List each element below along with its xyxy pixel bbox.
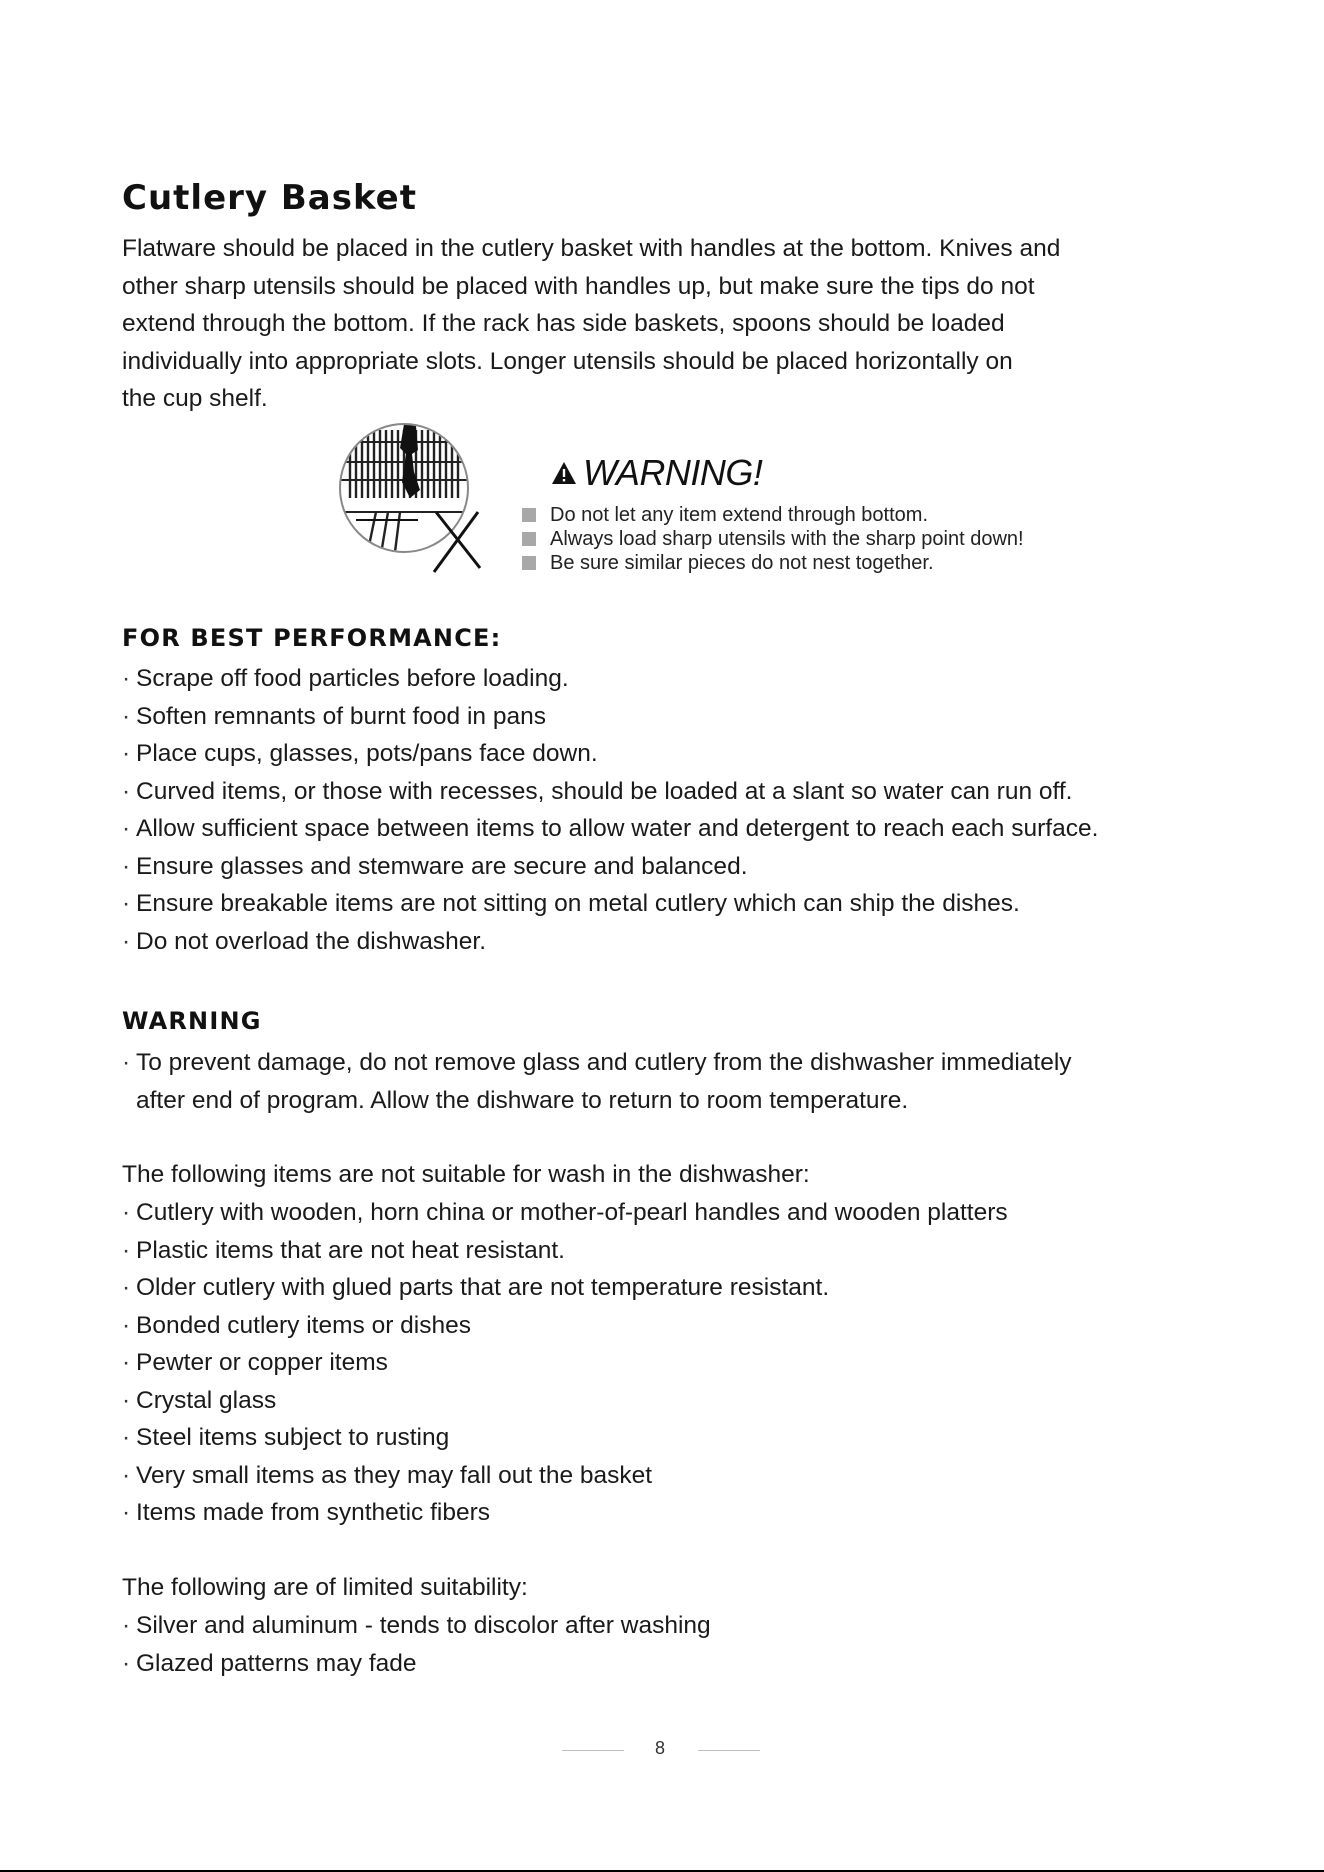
- not-suitable-list: [122, 1194, 1008, 1532]
- list-item: [122, 1645, 711, 1683]
- warning-list: [122, 1044, 1072, 1119]
- intro-line: Flatware should be placed in the cutlery basket with handles at the bottom. Knives and: [122, 235, 1061, 262]
- list-item: [122, 735, 1098, 773]
- list-item: [122, 1344, 1008, 1382]
- bullet-dot: ·: [122, 1199, 131, 1226]
- bullet-dot: ·: [122, 1612, 131, 1639]
- page-title: Cutlery Basket: [122, 178, 417, 218]
- list-item-text: Allow sufficient space between items to allow water and detergent to reach each surface.: [136, 815, 1099, 842]
- cutlery-basket-illustration: [336, 420, 496, 580]
- bullet-dot: ·: [122, 777, 131, 805]
- bullet-dot: ·: [122, 1461, 131, 1489]
- warning-box-item: [522, 551, 1024, 575]
- bullet-dot: ·: [122, 1649, 131, 1677]
- list-item: [122, 810, 1098, 848]
- bullet-dot: ·: [122, 1386, 131, 1414]
- list-item: [122, 1232, 1008, 1270]
- bullet-dot: ·: [122, 740, 131, 767]
- bullet-dot: ·: [122, 815, 131, 842]
- warning-heading: WARNING: [122, 1007, 262, 1035]
- warning-box-item: [522, 503, 1024, 527]
- list-item: [122, 1194, 1008, 1232]
- warning-triangle-icon: [551, 461, 577, 485]
- bullet-dot: ·: [122, 702, 131, 730]
- list-item: [122, 1607, 711, 1645]
- page-number: 8: [654, 1738, 665, 1758]
- warning-box-item: [522, 527, 1024, 551]
- warning-box-title: [551, 452, 762, 494]
- warning-box-item-text: Always load sharp utensils with the sharp point down!: [550, 528, 1024, 550]
- list-item: [122, 885, 1098, 923]
- list-item-text: Soften remnants of burnt food in pans: [136, 702, 546, 730]
- not-suitable-intro: The following items are not suitable for wash in the dishwasher:: [122, 1161, 810, 1188]
- bullet-dot: ·: [122, 1424, 131, 1451]
- list-item-text: Place cups, glasses, pots/pans face down.: [136, 740, 598, 767]
- limited-intro: The following are of limited suitability:: [122, 1574, 528, 1601]
- list-item-text: Very small items as they may fall out the basket: [136, 1461, 653, 1489]
- page-footer: [0, 1736, 1324, 1766]
- list-item-text: Bonded cutlery items or dishes: [136, 1311, 471, 1339]
- list-item-text: Glazed patterns may fade: [136, 1649, 417, 1677]
- list-item-text: Pewter or copper items: [136, 1349, 388, 1376]
- list-item: [122, 773, 1098, 811]
- intro-line: extend through the bottom. If the rack has side baskets, spoons should be loaded: [122, 310, 1005, 337]
- list-item: [122, 848, 1098, 886]
- bullet-dot: ·: [122, 852, 131, 880]
- list-item-text: Curved items, or those with recesses, should be loaded at a slant so water can run off.: [136, 777, 1073, 805]
- list-item-text: Cutlery with wooden, horn china or mother-of-pearl handles and wooden platters: [136, 1199, 1008, 1226]
- list-item-text: Scrape off food particles before loading.: [136, 665, 569, 692]
- list-item-text: Silver and aluminum - tends to discolor after washing: [136, 1612, 711, 1639]
- list-item: [122, 1269, 1008, 1307]
- list-item: [122, 1494, 1008, 1532]
- cutlery-basket-icon: [336, 420, 496, 580]
- bullet-dot: ·: [122, 665, 131, 692]
- intro-line: individually into appropriate slots. Longer utensils should be placed horizontally on: [122, 347, 1013, 375]
- intro-line: other sharp utensils should be placed with handles up, but make sure the tips do not: [122, 272, 1035, 300]
- list-item: [122, 923, 1098, 961]
- bullet-dot: ·: [122, 1349, 131, 1376]
- list-item: [122, 698, 1098, 736]
- footer-rule-left: [562, 1750, 624, 1751]
- intro-line: the cup shelf.: [122, 385, 268, 412]
- bullet-dot: ·: [122, 1499, 131, 1526]
- list-item-text: Do not overload the dishwasher.: [136, 927, 487, 955]
- best-performance-heading: FOR BEST PERFORMANCE:: [122, 624, 502, 652]
- warning-title-text: WARNING!: [583, 452, 763, 493]
- list-item-text-continued: after end of program. Allow the dishware to return to room temperature.: [136, 1086, 909, 1114]
- warning-box-item-text: Be sure similar pieces do not nest together.: [550, 552, 934, 574]
- list-item-text: Ensure glasses and stemware are secure and balanced.: [136, 852, 748, 880]
- square-bullet-icon: [522, 532, 536, 546]
- bullet-dot: ·: [122, 1311, 131, 1339]
- list-item-text: Steel items subject to rusting: [136, 1424, 450, 1451]
- bullet-dot: ·: [122, 1049, 131, 1076]
- list-item-text: Ensure breakable items are not sitting on metal cutlery which can ship the dishes.: [136, 890, 1020, 917]
- list-item-text: Items made from synthetic fibers: [136, 1499, 491, 1526]
- warning-box-item-text: Do not let any item extend through bottom.: [550, 504, 928, 526]
- footer-rule-right: [698, 1750, 760, 1751]
- intro-paragraph: [122, 230, 1232, 418]
- square-bullet-icon: [522, 508, 536, 522]
- list-item: [122, 1044, 1072, 1119]
- list-item-text: Crystal glass: [136, 1386, 277, 1414]
- warning-box-list: [522, 503, 1024, 575]
- bullet-dot: ·: [122, 1274, 131, 1301]
- list-item: [122, 660, 1098, 698]
- list-item: [122, 1307, 1008, 1345]
- list-item: [122, 1382, 1008, 1420]
- list-item: [122, 1457, 1008, 1495]
- square-bullet-icon: [522, 556, 536, 570]
- list-item: [122, 1419, 1008, 1457]
- bullet-dot: ·: [122, 1236, 131, 1264]
- list-item-text: Older cutlery with glued parts that are not temperature resistant.: [136, 1274, 830, 1301]
- bullet-dot: ·: [122, 890, 131, 917]
- list-item-text: Plastic items that are not heat resistant.: [136, 1236, 565, 1264]
- bullet-dot: ·: [122, 927, 131, 955]
- best-performance-list: [122, 660, 1098, 960]
- limited-list: [122, 1607, 711, 1682]
- list-item-text: To prevent damage, do not remove glass and cutlery from the dishwasher immediately: [136, 1049, 1072, 1076]
